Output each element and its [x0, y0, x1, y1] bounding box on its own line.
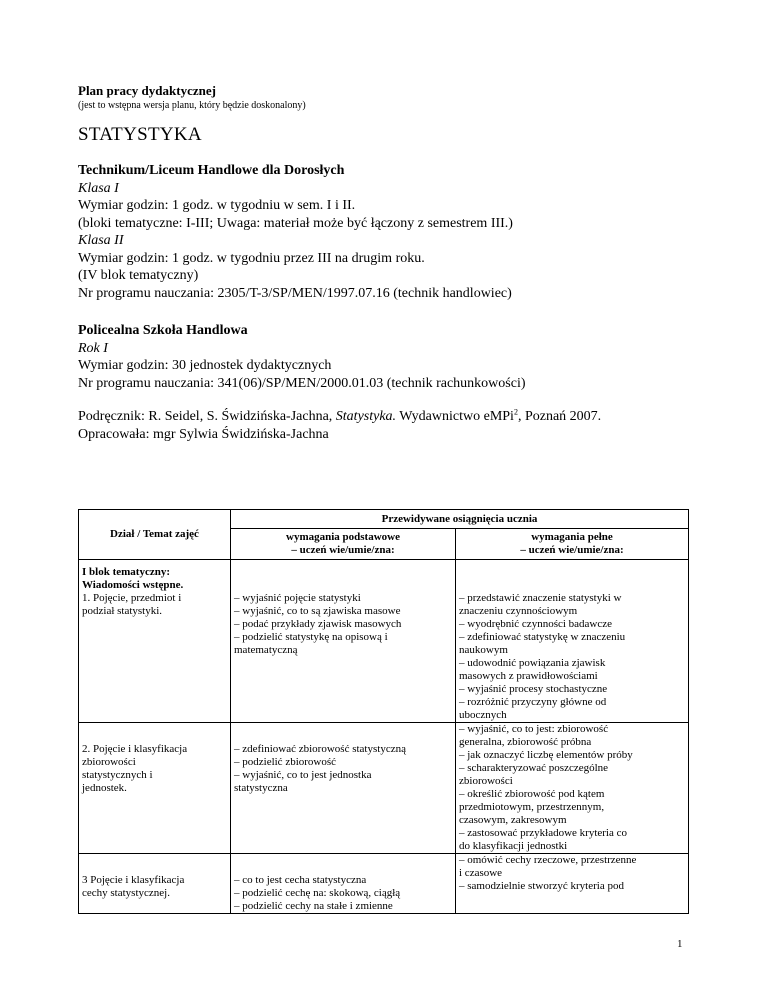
full-item: – samodzielnie stworzyć kryteria pod	[459, 880, 624, 892]
full-item: naukowym	[459, 644, 508, 656]
basic-item: – co to jest cecha statystyczna	[234, 874, 367, 886]
technikum-section	[78, 162, 513, 302]
curriculum-table	[78, 509, 689, 914]
technikum-heading: Technikum/Liceum Handlowe dla Dorosłych	[78, 163, 345, 178]
curriculum-table-wrapper	[78, 509, 688, 912]
klasa2-label: Klasa II	[78, 233, 124, 248]
textbook-line	[78, 408, 601, 426]
full-item: przedmiotowym, przestrzennym,	[459, 801, 605, 813]
table-row	[79, 723, 689, 854]
page-number: 1	[677, 938, 683, 950]
topic-lines	[82, 592, 227, 618]
full-item: – przedstawić znaczenie statystyki w	[459, 592, 622, 604]
topic-cell	[79, 560, 231, 723]
textbook-publisher: Wydawnictwo eMPi	[396, 409, 514, 424]
textbook-prefix: Podręcznik: R. Seidel, S. Świdzińska-Jachna,	[78, 409, 336, 424]
topic-lines	[82, 874, 227, 900]
basic-item: – wyjaśnić pojęcie statystyki	[234, 592, 361, 604]
block-heading-2: Wiadomości wstępne.	[82, 579, 184, 591]
col-full-sub: – uczeń wie/umie/zna:	[520, 544, 624, 556]
col-full-title: wymagania pełne	[531, 531, 613, 543]
full-cell	[456, 560, 689, 723]
klasa1-blocks: (bloki tematyczne: I-III; Uwaga: materiał może być łączony z semestrem III.)	[78, 215, 513, 231]
klasa2-blocks: (IV blok tematyczny)	[78, 268, 199, 283]
full-item: – scharakteryzować poszczególne	[459, 762, 609, 774]
col-group-header: Przewidywane osiągnięcia ucznia	[231, 510, 689, 529]
textbook-suffix: , Poznań 2007.	[517, 409, 602, 424]
full-item: – zastosować przykładowe kryteria co	[459, 827, 627, 839]
topic-cell	[79, 723, 231, 854]
technikum-program: Nr programu nauczania: 2305/T-3/SP/MEN/1997.07.16 (technik handlowiec)	[78, 285, 512, 301]
basic-item: – zdefiniować zbiorowość statystyczną	[234, 743, 406, 755]
full-item: – omówić cechy rzeczowe, przestrzenne	[459, 854, 637, 866]
full-item: – rozróżnić przyczyny główne od	[459, 696, 607, 708]
col-topic-header: Dział / Temat zajęć	[79, 510, 231, 560]
basic-cell	[231, 560, 456, 723]
topic-line: podział statystyki.	[82, 605, 163, 617]
full-item: ubocznych	[459, 709, 507, 721]
document-title: Plan pracy dydaktycznej	[78, 83, 216, 98]
basic-item: – podzielić cechy na stałe i zmienne	[234, 900, 393, 912]
full-item: masowych z prawidłowościami	[459, 670, 598, 682]
rok-label: Rok I	[78, 340, 108, 356]
klasa1-label: Klasa I	[78, 180, 119, 196]
topic-line: 3 Pojęcie i klasyfikacja	[82, 874, 185, 886]
topic-line: 1. Pojęcie, przedmiot i	[82, 592, 182, 604]
block-heading-1: I blok tematyczny:	[82, 566, 170, 578]
textbook-sup: 2	[513, 407, 518, 417]
full-item: – określić zbiorowość pod kątem	[459, 788, 605, 800]
basic-cell	[231, 854, 456, 914]
col-basic-title: wymagania podstawowe	[286, 531, 400, 543]
col-basic-header	[231, 529, 456, 560]
topic-lines	[82, 723, 227, 795]
full-item: – udowodnić powiązania zjawisk	[459, 657, 606, 669]
topic-line: zbiorowości	[82, 756, 136, 768]
col-full-header	[456, 529, 689, 560]
textbook-section	[78, 408, 601, 443]
full-item: – wyjaśnić, co to jest: zbiorowość	[459, 723, 609, 735]
policealna-section	[78, 322, 526, 392]
basic-item: – podzielić zbiorowość	[234, 756, 337, 768]
policealna-heading: Policealna Szkoła Handlowa	[78, 323, 248, 338]
basic-item: – wyjaśnić, co to są zjawiska masowe	[234, 605, 401, 617]
full-item: – wyjaśnić procesy stochastyczne	[459, 683, 608, 695]
klasa2-hours: Wymiar godzin: 1 godz. w tygodniu przez III na drugim roku.	[78, 250, 425, 266]
basic-cell	[231, 723, 456, 854]
klasa1-hours: Wymiar godzin: 1 godz. w tygodniu w sem. I i II.	[78, 198, 356, 213]
full-item: generalna, zbiorowość próbna	[459, 736, 592, 748]
topic-line: 2. Pojęcie i klasyfikacja	[82, 743, 188, 755]
basic-item: – podzielić statystykę na opisową i	[234, 631, 388, 643]
topic-line: jednostek.	[82, 782, 127, 794]
full-item: do klasyfikacji jednostki	[459, 840, 568, 852]
textbook-title: Statystyka.	[335, 409, 397, 424]
full-item: – wyodrębnić czynności badawcze	[459, 618, 613, 630]
policealna-program: Nr programu nauczania: 341(06)/SP/MEN/2000.01.03 (technik rachunkowości)	[78, 375, 526, 391]
basic-item: – podzielić cechę na: skokową, ciągłą	[234, 887, 401, 899]
subject-title: STATYSTYKA	[78, 124, 202, 145]
full-item: zbiorowości	[459, 775, 513, 787]
basic-item: matematyczną	[234, 644, 298, 656]
full-item: – zdefiniować statystykę w znaczeniu	[459, 631, 626, 643]
basic-item: – podać przykłady zjawisk masowych	[234, 618, 402, 630]
full-cell	[456, 723, 689, 854]
document-subtitle: (jest to wstępna wersja planu, który będzie doskonalony)	[78, 100, 306, 111]
full-cell	[456, 854, 689, 914]
basic-item: statystyczna	[234, 782, 288, 794]
topic-cell	[79, 854, 231, 914]
full-item: i czasowe	[459, 867, 503, 879]
full-item: znaczeniu czynnościowym	[459, 605, 578, 617]
table-row	[79, 560, 689, 723]
col-basic-sub: – uczeń wie/umie/zna:	[291, 544, 395, 556]
full-item: – jak oznaczyć liczbę elementów próby	[459, 749, 633, 761]
author-line: Opracowała: mgr Sylwia Świdzińska-Jachna	[78, 426, 329, 442]
topic-line: cechy statystycznej.	[82, 887, 170, 899]
basic-item: – wyjaśnić, co to jest jednostka	[234, 769, 372, 781]
full-item: czasowym, zakresowym	[459, 814, 567, 826]
topic-line: statystycznych i	[82, 769, 153, 781]
table-row	[79, 854, 689, 914]
policealna-hours: Wymiar godzin: 30 jednostek dydaktycznych	[78, 358, 332, 373]
